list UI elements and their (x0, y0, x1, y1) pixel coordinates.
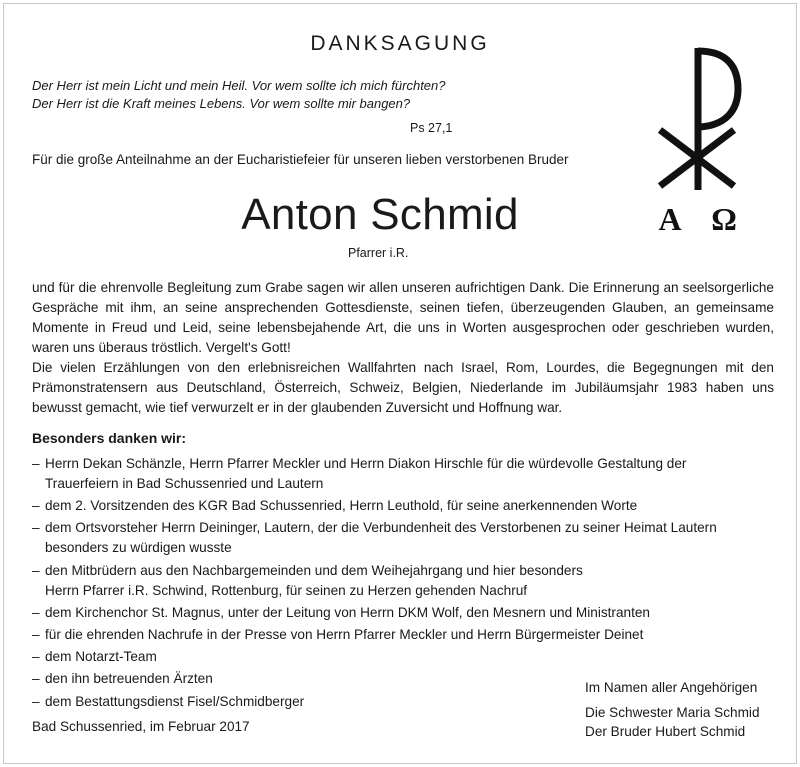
list-item-line: den Mitbrüdern aus den Nachbargemeinden und dem Weihejahrgang und hier besonders (45, 562, 583, 578)
signature-name: Der Bruder Hubert Schmid (585, 724, 746, 739)
list-item (32, 625, 772, 645)
list-item (32, 603, 772, 623)
memories-paragraph: Die vielen Erzählungen von den erlebnisreichen Wallfahrten nach Israel, Rom, Lourdes, die Begegnungen mit den Prämonstratensern aus Deutschland, Österreich, Schweiz, Belgien, Niederlande im Jubiläumsjahr 1983 haben uns bewusst gemacht, wie tief verwurzelt er in der glaubenden Zuversicht und Hoffnung war. (32, 360, 774, 415)
intro-line: Für die große Anteilnahme an der Eucharistiefeier für unseren lieben verstorbenen Bruder (32, 152, 569, 167)
notice-heading: DANKSAGUNG (310, 32, 490, 55)
list-item-line: Trauerfeiern in Bad Schussenried und Lautern (45, 476, 324, 491)
list-item-line: Herrn Dekan Schänzle, Herrn Pfarrer Meckler und Herrn Diakon Hirschle für die würdevolle Gestaltung der (45, 456, 687, 471)
list-item-line: besonders zu würdigen wusste (45, 540, 232, 556)
thanks-list (32, 454, 772, 714)
list-item (32, 496, 772, 516)
alpha-glyph: A (658, 201, 682, 237)
psalm-quote (32, 77, 446, 112)
thanks-heading: Besonders danken wir: (32, 430, 187, 446)
psalm-line: Der Herr ist die Kraft meines Lebens. Vor wem sollte mir bangen? (32, 95, 411, 111)
omega-glyph: Ω (711, 201, 737, 237)
list-item-line: dem Kirchenchor St. Magnus, unter der Leitung von Herrn DKM Wolf, den Mesnern und Ministranten (45, 604, 650, 620)
signature-name: Die Schwester Maria Schmid (585, 705, 760, 720)
list-item-line: für die ehrenden Nachrufe in der Presse von Herrn Pfarrer Meckler und Herrn Bürgermeister Deinet (45, 626, 644, 642)
list-item-line: dem 2. Vorsitzenden des KGR Bad Schussenried, Herrn Leuthold, für seine anerkennenden Worte (45, 498, 638, 514)
list-item-line: dem Ortsvorsteher Herrn Deininger, Lautern, der die Verbundenheit des Verstorbenen zu seiner Heimat Lautern (45, 520, 717, 536)
list-item (32, 561, 772, 601)
list-item-line: dem Notarzt-Team (45, 649, 157, 665)
psalm-line: Der Herr ist mein Licht und mein Heil. Vor wem sollte ich mich fürchten? (32, 78, 446, 93)
signature-intro: Im Namen aller Angehörigen (585, 680, 758, 695)
list-item (32, 454, 772, 494)
signature-names (585, 703, 760, 741)
thanks-paragraph: und für die ehrenvolle Begleitung zum Grabe sagen wir allen unseren aufrichtigen Dank. Die Erinnerung an seelsorgerliche Gespräche mit ihm, an seine ansprechenden Gottesdienste, seinen tiefen, überzeugenden Glauben, an gemeinsame Momente in Freud und Leid, seine lebensbejahende Art, die uns in Worten ausgesprochen oder geschrieben wurden, waren uns überaus tröstlich. Vergelt's Gott! (32, 280, 774, 355)
deceased-title: Pfarrer i.R. (348, 246, 409, 260)
place-date: Bad Schussenried, im Februar 2017 (32, 719, 250, 734)
list-item-line: den ihn betreuenden Ärzten (45, 671, 213, 687)
deceased-name: Anton Schmid (241, 190, 519, 239)
list-item-line: Herrn Pfarrer i.R. Schwind, Rottenburg, für seinen zu Herzen gehenden Nachruf (45, 582, 528, 598)
list-item (32, 518, 772, 558)
psalm-reference: Ps 27,1 (410, 121, 453, 135)
list-item (32, 647, 772, 667)
list-item-line: dem Bestattungsdienst Fisel/Schmidberger (45, 693, 305, 709)
